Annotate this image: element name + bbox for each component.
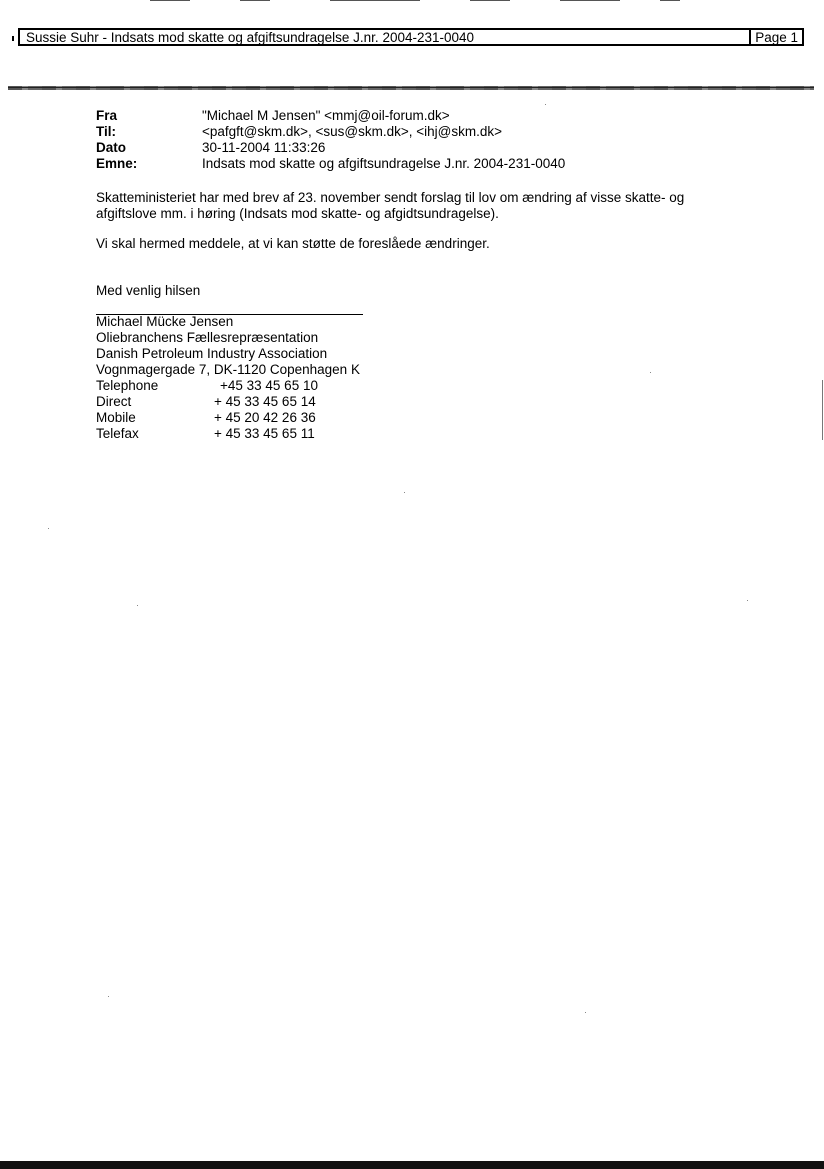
contact-label: Telefax (96, 426, 139, 441)
contact-telefax (96, 426, 360, 442)
scan-speck (585, 1012, 586, 1013)
signature-org-en: Danish Petroleum Industry Association (96, 346, 328, 361)
field-value: "Michael M Jensen" <mmj@oil-forum.dk> (202, 108, 450, 123)
scan-speck (108, 996, 109, 997)
scan-top-edge (0, 0, 824, 3)
margin-mark (12, 36, 14, 41)
field-label: Til: (96, 124, 116, 139)
contact-label: Direct (96, 394, 132, 409)
header-title: Sussie Suhr - Indsats mod skatte og afgiftsundragelse J.nr. 2004-231-0040 (26, 30, 475, 45)
header-divider (8, 86, 814, 90)
contact-direct (96, 394, 360, 410)
contact-label: Telephone (96, 378, 159, 393)
scan-speck (650, 372, 651, 373)
signature-org-da: Oliebranchens Fællesrepræsentation (96, 330, 319, 345)
contact-value: + 45 33 45 65 11 (214, 426, 315, 441)
scan-speck (545, 104, 546, 105)
contact-mobile (96, 410, 360, 426)
field-label: Dato (96, 140, 126, 155)
contact-telephone (96, 378, 360, 394)
signature-name: Michael Mücke Jensen (96, 314, 234, 329)
field-label: Fra (96, 108, 118, 123)
scan-speck (404, 492, 405, 493)
scan-speck (137, 605, 138, 606)
scan-bottom-edge (0, 1161, 824, 1169)
body-paragraph-2: Vi skal hermed meddele, at vi kan støtte de foreslåede ændringer. (96, 236, 490, 251)
contact-value: +45 33 45 65 10 (220, 378, 318, 393)
page-header (18, 28, 804, 46)
contact-value: + 45 20 42 26 36 (214, 410, 316, 425)
closing-greeting: Med venlig hilsen (96, 283, 201, 298)
field-value: <pafgft@skm.dk>, <sus@skm.dk>, <ihj@skm.dk> (202, 124, 502, 139)
field-label: Emne: (96, 156, 138, 171)
body-paragraph-1-line-1: Skatteministeriet har med brev af 23. november sendt forslag til lov om ændring af visse skatte- og (96, 190, 685, 205)
scan-speck (747, 600, 748, 601)
scan-speck (48, 528, 49, 529)
signature-address: Vognmagergade 7, DK-1120 Copenhagen K (96, 362, 360, 377)
page-number: Page 1 (749, 30, 802, 44)
body-paragraph-1-line-2: afgiftslove mm. i høring (Indsats mod skatte- og afgidtsundragelse). (96, 206, 499, 221)
contact-label: Mobile (96, 410, 136, 425)
field-value: 30-11-2004 11:33:26 (202, 140, 326, 155)
signature-block (96, 314, 360, 442)
field-value: Indsats mod skatte og afgiftsundragelse J.nr. 2004-231-0040 (202, 156, 566, 171)
scan-right-edge (822, 380, 823, 440)
contact-value: + 45 33 45 65 14 (214, 394, 316, 409)
